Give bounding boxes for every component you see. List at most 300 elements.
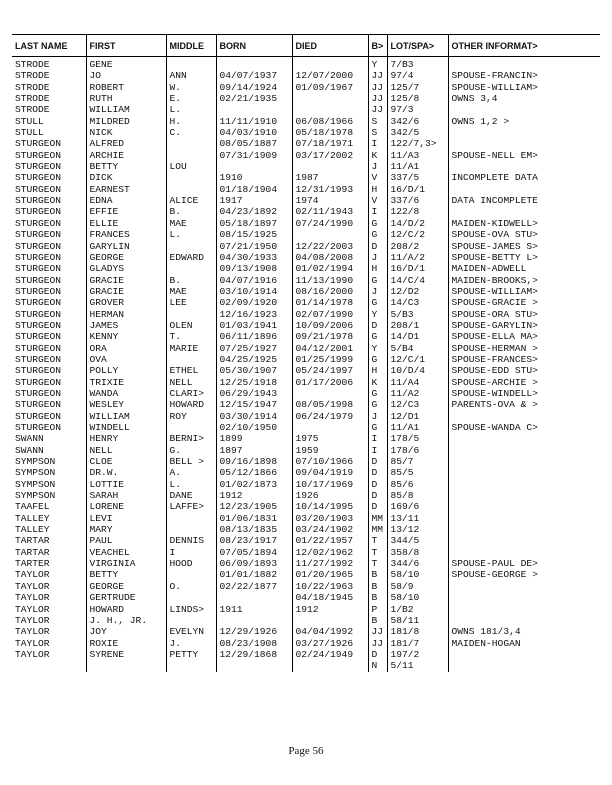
table-row (12, 524, 600, 535)
section-cell: J (368, 161, 387, 172)
page-number: Page 56 (288, 745, 324, 757)
other-info-cell: SPOUSE-NELL EM> (448, 150, 600, 161)
lot-space-cell: 178/5 (387, 433, 448, 444)
died-date-cell: 06/24/1979 (292, 411, 368, 422)
died-date-cell: 1959 (292, 445, 368, 456)
died-date-cell: 04/12/2001 (292, 343, 368, 354)
section-cell: G (368, 229, 387, 240)
died-date-cell: 08/16/2000 (292, 286, 368, 297)
section-cell: D (368, 320, 387, 331)
table-row (12, 513, 600, 524)
other-info-cell (448, 184, 600, 195)
section-cell: I (368, 433, 387, 444)
table-row (12, 581, 600, 592)
middle-name-cell: ANN (166, 70, 216, 81)
table-row (12, 388, 600, 399)
died-date-cell (292, 104, 368, 115)
last-name-cell: STURGEON (15, 229, 62, 241)
died-date-cell: 10/22/1963 (292, 581, 368, 592)
born-date-cell: 1897 (216, 445, 292, 456)
other-info-cell (448, 604, 600, 615)
born-date-cell: 08/13/1835 (216, 524, 292, 535)
died-date-cell: 10/17/1969 (292, 479, 368, 490)
died-date-cell: 07/18/1971 (292, 138, 368, 149)
section-cell: JJ (368, 626, 387, 637)
died-date-cell: 01/02/1994 (292, 263, 368, 274)
born-date-cell: 1910 (216, 172, 292, 183)
section-cell: D (368, 490, 387, 501)
other-info-cell (448, 615, 600, 626)
first-name-cell: HENRY (86, 433, 166, 444)
died-date-cell: 05/24/1997 (292, 365, 368, 376)
born-date-cell: 1917 (216, 195, 292, 206)
last-name-cell: STURGEON (15, 161, 62, 173)
last-name-cell: TAYLOR (15, 569, 50, 581)
section-cell: J (368, 286, 387, 297)
last-name-cell: STURGEON (15, 376, 62, 388)
table-row (12, 150, 600, 161)
died-date-cell (292, 660, 368, 671)
died-date-cell: 04/08/2008 (292, 252, 368, 263)
table-row (12, 479, 600, 490)
section-cell: JJ (368, 82, 387, 93)
born-date-cell: 07/21/1950 (216, 241, 292, 252)
last-name-cell: STURGEON (15, 217, 62, 229)
died-date-cell: 07/24/1990 (292, 218, 368, 229)
lot-space-cell: 5/11 (387, 660, 448, 671)
middle-name-cell (166, 184, 216, 195)
other-info-cell (448, 547, 600, 558)
section-cell: K (368, 150, 387, 161)
middle-name-cell: J. (166, 638, 216, 649)
died-date-cell: 03/20/1903 (292, 513, 368, 524)
other-info-cell: SPOUSE-GEORGE > (448, 569, 600, 580)
born-date-cell: 11/11/1910 (216, 116, 292, 127)
middle-name-cell: O. (166, 581, 216, 592)
table-row (12, 127, 600, 138)
middle-name-cell (166, 422, 216, 433)
section-cell: B (368, 615, 387, 626)
middle-name-cell (166, 138, 216, 149)
other-info-cell (448, 161, 600, 172)
other-info-cell: SPOUSE-GARYLIN> (448, 320, 600, 331)
born-date-cell: 08/15/1925 (216, 229, 292, 240)
other-info-cell (448, 581, 600, 592)
section-cell: H (368, 365, 387, 376)
born-date-cell: 01/03/1941 (216, 320, 292, 331)
died-date-cell: 12/22/2003 (292, 241, 368, 252)
table-row (12, 399, 600, 410)
born-date-cell: 09/16/1898 (216, 456, 292, 467)
lot-space-cell: 11/A2 (387, 388, 448, 399)
born-date-cell: 02/21/1935 (216, 93, 292, 104)
col-header-other-information[interactable]: OTHER INFORMAT> (448, 35, 600, 57)
lot-space-cell: 14/D/2 (387, 218, 448, 229)
middle-name-cell: LOU (166, 161, 216, 172)
born-date-cell: 12/23/1905 (216, 501, 292, 512)
died-date-cell: 01/17/2006 (292, 377, 368, 388)
died-date-cell: 01/20/1965 (292, 569, 368, 580)
section-cell: D (368, 241, 387, 252)
last-name-cell: STURGEON (15, 308, 62, 320)
other-info-cell: SPOUSE-PAUL DE> (448, 558, 600, 569)
other-info-cell: SPOUSE-ELLA MA> (448, 331, 600, 342)
last-name-cell: STRODE (15, 104, 50, 116)
died-date-cell: 02/07/1990 (292, 309, 368, 320)
table-row (12, 331, 600, 342)
first-name-cell: ROBERT (86, 82, 166, 93)
lot-space-cell: 122/7,3> (387, 138, 448, 149)
first-name-cell: CLOE (86, 456, 166, 467)
first-name-cell: POLLY (86, 365, 166, 376)
lot-space-cell: 337/5 (387, 172, 448, 183)
lot-space-cell: 342/6 (387, 116, 448, 127)
other-info-cell (448, 467, 600, 478)
col-header-middle[interactable]: MIDDLE (166, 35, 216, 57)
table-row (12, 93, 600, 104)
other-info-cell (448, 535, 600, 546)
first-name-cell: MILDRED (86, 116, 166, 127)
died-date-cell: 03/17/2002 (292, 150, 368, 161)
section-cell: N (368, 660, 387, 671)
middle-name-cell (166, 592, 216, 603)
middle-name-cell: H. (166, 116, 216, 127)
section-cell: B (368, 569, 387, 580)
table-row (12, 172, 600, 183)
last-name-cell: TARTAR (15, 546, 50, 558)
middle-name-cell: PETTY (166, 649, 216, 660)
last-name-cell: SYMPSON (15, 467, 56, 479)
died-date-cell (292, 57, 368, 71)
middle-name-cell: W. (166, 82, 216, 93)
lot-space-cell: 337/6 (387, 195, 448, 206)
table-row (12, 252, 600, 263)
first-name-cell: JAMES (86, 320, 166, 331)
section-cell: MM (368, 524, 387, 535)
first-name-cell: WILLIAM (86, 411, 166, 422)
section-cell: Y (368, 309, 387, 320)
first-name-cell: NICK (86, 127, 166, 138)
born-date-cell: 07/25/1927 (216, 343, 292, 354)
lot-space-cell: 16/D/1 (387, 184, 448, 195)
lot-space-cell: 14/D1 (387, 331, 448, 342)
born-date-cell: 04/03/1910 (216, 127, 292, 138)
middle-name-cell (166, 615, 216, 626)
born-date-cell: 05/12/1866 (216, 467, 292, 478)
born-date-cell (216, 660, 292, 671)
lot-space-cell: 125/8 (387, 93, 448, 104)
middle-name-cell: LEE (166, 297, 216, 308)
died-date-cell: 10/14/1995 (292, 501, 368, 512)
born-date-cell: 01/18/1904 (216, 184, 292, 195)
died-date-cell: 07/10/1966 (292, 456, 368, 467)
middle-name-cell (166, 354, 216, 365)
died-date-cell: 12/07/2000 (292, 70, 368, 81)
lot-space-cell: 1/B2 (387, 604, 448, 615)
last-name-cell: STURGEON (15, 410, 62, 422)
table-row (12, 365, 600, 376)
born-date-cell: 12/16/1923 (216, 309, 292, 320)
born-date-cell: 04/07/1937 (216, 70, 292, 81)
middle-name-cell: BELL > (166, 456, 216, 467)
born-date-cell: 03/10/1914 (216, 286, 292, 297)
table-row (12, 263, 600, 274)
first-name-cell: GARYLIN (86, 241, 166, 252)
first-name-cell: DICK (86, 172, 166, 183)
table-row (12, 626, 600, 637)
other-info-cell: MAIDEN-HOGAN (448, 638, 600, 649)
lot-space-cell: 85/5 (387, 467, 448, 478)
table-row (12, 229, 600, 240)
last-name-cell: STURGEON (15, 387, 62, 399)
first-name-cell: LORENE (86, 501, 166, 512)
last-name-cell: TAYLOR (15, 580, 50, 592)
born-date-cell: 1911 (216, 604, 292, 615)
lot-space-cell: 11/A1 (387, 422, 448, 433)
died-date-cell: 1975 (292, 433, 368, 444)
other-info-cell: SPOUSE-HERMAN > (448, 343, 600, 354)
died-date-cell (292, 422, 368, 433)
table-row (12, 377, 600, 388)
lot-space-cell: 181/7 (387, 638, 448, 649)
other-info-cell (448, 456, 600, 467)
col-header-b[interactable]: B> (368, 35, 387, 57)
table-row (12, 241, 600, 252)
last-name-cell: STULL (15, 127, 44, 139)
first-name-cell: KENNY (86, 331, 166, 342)
lot-space-cell: 169/6 (387, 501, 448, 512)
table-row (12, 649, 600, 660)
last-name-cell: STURGEON (15, 399, 62, 411)
first-name-cell: SYRENE (86, 649, 166, 660)
last-name-cell: TAYLOR (15, 592, 50, 604)
lot-space-cell: 5/B4 (387, 343, 448, 354)
first-name-cell: ALFRED (86, 138, 166, 149)
first-name-cell: WESLEY (86, 399, 166, 410)
other-info-cell: OWNS 181/3,4 (448, 626, 600, 637)
born-date-cell: 08/23/1917 (216, 535, 292, 546)
born-date-cell: 04/23/1892 (216, 206, 292, 217)
section-cell: JJ (368, 93, 387, 104)
first-name-cell: GRACIE (86, 286, 166, 297)
middle-name-cell: I (166, 547, 216, 558)
middle-name-cell: L. (166, 104, 216, 115)
section-cell: J (368, 411, 387, 422)
first-name-cell: GEORGE (86, 581, 166, 592)
section-cell: D (368, 467, 387, 478)
born-date-cell: 04/07/1916 (216, 275, 292, 286)
table-row (12, 604, 600, 615)
section-cell: I (368, 138, 387, 149)
middle-name-cell: CLARI> (166, 388, 216, 399)
first-name-cell: EDNA (86, 195, 166, 206)
section-cell: S (368, 116, 387, 127)
table-row (12, 161, 600, 172)
section-cell: G (368, 331, 387, 342)
lot-space-cell: 13/12 (387, 524, 448, 535)
section-cell: Y (368, 57, 387, 71)
died-date-cell: 04/04/1992 (292, 626, 368, 637)
died-date-cell: 03/27/1926 (292, 638, 368, 649)
table-row (12, 569, 600, 580)
lot-space-cell: 10/D/4 (387, 365, 448, 376)
first-name-cell: SARAH (86, 490, 166, 501)
table-row (12, 309, 600, 320)
born-date-cell: 07/31/1909 (216, 150, 292, 161)
records-sheet (12, 34, 600, 672)
other-info-cell (448, 660, 600, 671)
died-date-cell (292, 615, 368, 626)
born-date-cell: 08/23/1908 (216, 638, 292, 649)
last-name-cell: TALLEY (15, 524, 50, 536)
born-date-cell: 06/29/1943 (216, 388, 292, 399)
last-name-cell: STURGEON (15, 365, 62, 377)
last-name-cell: STURGEON (15, 206, 62, 218)
born-date-cell: 03/30/1914 (216, 411, 292, 422)
died-date-cell: 01/22/1957 (292, 535, 368, 546)
died-date-cell: 09/04/1919 (292, 467, 368, 478)
last-name-cell: TAYLOR (15, 637, 50, 649)
section-cell: G (368, 275, 387, 286)
middle-name-cell: ROY (166, 411, 216, 422)
table-row (12, 592, 600, 603)
middle-name-cell: OLEN (166, 320, 216, 331)
died-date-cell: 01/09/1967 (292, 82, 368, 93)
last-name-cell: STURGEON (15, 138, 62, 150)
table-body (12, 57, 600, 672)
middle-name-cell (166, 309, 216, 320)
middle-name-cell: DANE (166, 490, 216, 501)
middle-name-cell (166, 660, 216, 671)
first-name-cell: GEORGE (86, 252, 166, 263)
other-info-cell (448, 524, 600, 535)
table-row (12, 275, 600, 286)
first-name-cell: BETTY (86, 161, 166, 172)
other-info-cell (448, 127, 600, 138)
section-cell: K (368, 377, 387, 388)
middle-name-cell: B. (166, 275, 216, 286)
born-date-cell: 09/14/1924 (216, 82, 292, 93)
section-cell: G (368, 354, 387, 365)
last-name-cell: STRODE (15, 93, 50, 105)
died-date-cell: 06/08/1966 (292, 116, 368, 127)
died-date-cell: 08/05/1998 (292, 399, 368, 410)
last-name-cell: SWANN (15, 433, 44, 445)
born-date-cell: 09/13/1908 (216, 263, 292, 274)
burial-records-table (12, 34, 600, 672)
section-cell: H (368, 184, 387, 195)
middle-name-cell: MAE (166, 286, 216, 297)
died-date-cell (292, 229, 368, 240)
section-cell: D (368, 479, 387, 490)
other-info-cell: SPOUSE-WILLIAM> (448, 82, 600, 93)
first-name-cell: VEACHEL (86, 547, 166, 558)
born-date-cell: 07/05/1894 (216, 547, 292, 558)
born-date-cell: 04/25/1925 (216, 354, 292, 365)
middle-name-cell: HOOD (166, 558, 216, 569)
died-date-cell: 1912 (292, 604, 368, 615)
col-header-first[interactable]: FIRST (86, 35, 166, 57)
died-date-cell: 11/27/1992 (292, 558, 368, 569)
col-header-born[interactable]: BORN (216, 35, 292, 57)
middle-name-cell: NELL (166, 377, 216, 388)
first-name-cell: GENE (86, 57, 166, 71)
other-info-cell: MAIDEN-KIDWELL> (448, 218, 600, 229)
first-name-cell: GLADYS (86, 263, 166, 274)
middle-name-cell: LINDS> (166, 604, 216, 615)
born-date-cell: 05/18/1897 (216, 218, 292, 229)
died-date-cell: 02/24/1949 (292, 649, 368, 660)
last-name-cell: SYMPSON (15, 456, 56, 468)
table-row (12, 535, 600, 546)
first-name-cell: WINDELL (86, 422, 166, 433)
lot-space-cell: 58/9 (387, 581, 448, 592)
lot-space-cell: 85/8 (387, 490, 448, 501)
other-info-cell (448, 206, 600, 217)
lot-space-cell: 13/11 (387, 513, 448, 524)
lot-space-cell: 12/C/2 (387, 229, 448, 240)
first-name-cell: JOY (86, 626, 166, 637)
section-cell: G (368, 422, 387, 433)
last-name-cell (12, 660, 86, 671)
table-row (12, 70, 600, 81)
lot-space-cell: 344/5 (387, 535, 448, 546)
died-date-cell: 05/18/1978 (292, 127, 368, 138)
table-row (12, 467, 600, 478)
last-name-cell: STURGEON (15, 331, 62, 343)
first-name-cell: PAUL (86, 535, 166, 546)
lot-space-cell: 5/B3 (387, 309, 448, 320)
died-date-cell: 10/09/2006 (292, 320, 368, 331)
middle-name-cell: G. (166, 445, 216, 456)
lot-space-cell: 181/8 (387, 626, 448, 637)
lot-space-cell: 14/C3 (387, 297, 448, 308)
middle-name-cell: MARIE (166, 343, 216, 354)
col-header-lot-space[interactable]: LOT/SPA> (387, 35, 448, 57)
other-info-cell (448, 490, 600, 501)
last-name-cell: STRODE (15, 81, 50, 93)
first-name-cell: NELL (86, 445, 166, 456)
other-info-cell (448, 445, 600, 456)
died-date-cell (292, 161, 368, 172)
lot-space-cell: 11/A/2 (387, 252, 448, 263)
section-cell: JJ (368, 638, 387, 649)
other-info-cell: SPOUSE-JAMES S> (448, 241, 600, 252)
lot-space-cell: 178/6 (387, 445, 448, 456)
col-header-last-name[interactable]: LAST NAME (12, 35, 86, 57)
section-cell: D (368, 501, 387, 512)
other-info-cell: SPOUSE-OVA STU> (448, 229, 600, 240)
middle-name-cell: T. (166, 331, 216, 342)
table-row (12, 184, 600, 195)
first-name-cell: LEVI (86, 513, 166, 524)
lot-space-cell: 16/D/1 (387, 263, 448, 274)
section-cell: V (368, 195, 387, 206)
born-date-cell: 01/01/1882 (216, 569, 292, 580)
other-info-cell: SPOUSE-ORA STU> (448, 309, 600, 320)
section-cell: B (368, 592, 387, 603)
lot-space-cell: 358/8 (387, 547, 448, 558)
other-info-cell (448, 513, 600, 524)
middle-name-cell: B. (166, 206, 216, 217)
middle-name-cell: EVELYN (166, 626, 216, 637)
lot-space-cell: 85/6 (387, 479, 448, 490)
table-row (12, 206, 600, 217)
col-header-died[interactable]: DIED (292, 35, 368, 57)
last-name-cell: STURGEON (15, 353, 62, 365)
lot-space-cell: 208/2 (387, 241, 448, 252)
other-info-cell (448, 501, 600, 512)
